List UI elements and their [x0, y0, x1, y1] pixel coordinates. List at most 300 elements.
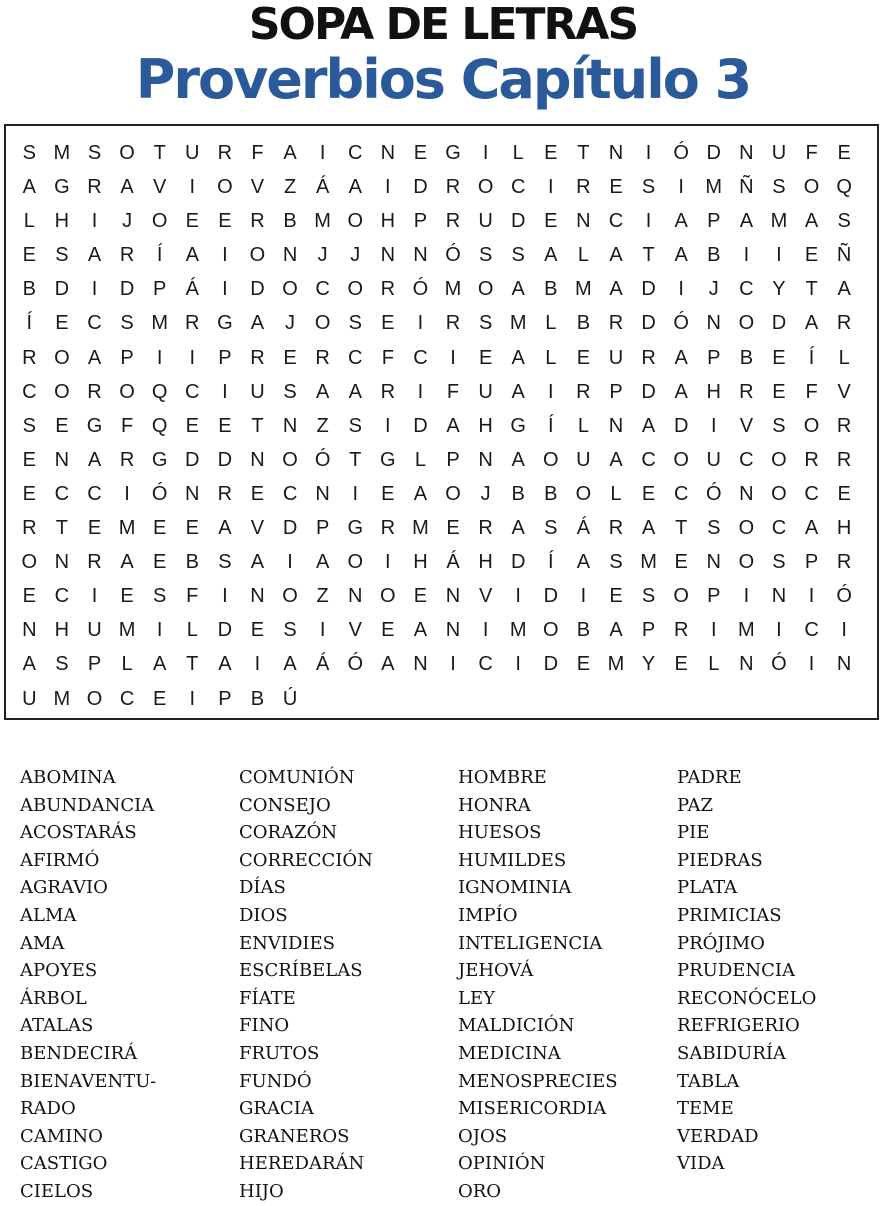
- grid-letter[interactable]: N: [282, 414, 298, 437]
- grid-letter[interactable]: V: [739, 414, 754, 437]
- grid-letter[interactable]: R: [478, 517, 493, 540]
- grid-letter[interactable]: I: [808, 585, 815, 608]
- grid-letter[interactable]: O: [86, 687, 103, 710]
- grid-letter[interactable]: I: [222, 585, 228, 608]
- grid-letter[interactable]: S: [544, 517, 558, 540]
- grid-letter[interactable]: R: [217, 142, 233, 164]
- grid-letter[interactable]: B: [250, 687, 265, 710]
- grid-letter[interactable]: I: [743, 585, 750, 608]
- grid-letter[interactable]: I: [124, 482, 130, 505]
- grid-letter[interactable]: T: [251, 414, 264, 437]
- grid-letter[interactable]: D: [185, 448, 200, 471]
- grid-letter[interactable]: T: [55, 517, 68, 540]
- grid-letter[interactable]: I: [91, 585, 98, 608]
- grid-letter[interactable]: O: [249, 244, 266, 267]
- grid-letter[interactable]: I: [710, 619, 717, 642]
- grid-letter[interactable]: Ó: [836, 585, 852, 608]
- grid-letter[interactable]: D: [413, 176, 428, 199]
- grid-letter[interactable]: R: [836, 414, 852, 437]
- grid-letter[interactable]: N: [380, 142, 396, 164]
- grid-letter[interactable]: G: [380, 448, 396, 471]
- grid-letter[interactable]: O: [738, 312, 755, 335]
- grid-letter[interactable]: L: [121, 653, 133, 676]
- grid-letter[interactable]: S: [283, 380, 297, 403]
- grid-letter[interactable]: L: [577, 414, 589, 437]
- grid-letter[interactable]: J: [285, 312, 296, 335]
- grid-letter[interactable]: D: [413, 414, 428, 437]
- grid-letter[interactable]: C: [510, 176, 526, 199]
- grid-letter[interactable]: C: [54, 585, 70, 608]
- grid-letter[interactable]: O: [477, 278, 494, 301]
- grid-letter[interactable]: P: [707, 346, 721, 369]
- grid-letter[interactable]: A: [250, 312, 265, 335]
- grid-letter[interactable]: I: [743, 244, 750, 267]
- grid-letter[interactable]: A: [315, 551, 330, 574]
- grid-letter[interactable]: O: [347, 551, 364, 574]
- grid-letter[interactable]: Q: [151, 380, 168, 403]
- grid-letter[interactable]: J: [480, 482, 491, 505]
- grid-letter[interactable]: R: [445, 176, 461, 199]
- grid-letter[interactable]: S: [772, 414, 786, 437]
- grid-letter[interactable]: H: [54, 619, 70, 642]
- grid-letter[interactable]: L: [512, 142, 524, 164]
- grid-letter[interactable]: N: [54, 448, 70, 471]
- grid-letter[interactable]: P: [120, 346, 134, 369]
- grid-letter[interactable]: A: [739, 210, 754, 233]
- grid-letter[interactable]: S: [153, 585, 167, 608]
- grid-letter[interactable]: M: [118, 619, 136, 642]
- grid-letter[interactable]: N: [608, 142, 624, 164]
- grid-letter[interactable]: I: [678, 278, 684, 301]
- grid-letter[interactable]: B: [576, 619, 591, 642]
- grid-letter[interactable]: N: [445, 585, 461, 608]
- grid-letter[interactable]: G: [347, 517, 364, 540]
- grid-letter[interactable]: Ó: [673, 142, 689, 164]
- grid-letter[interactable]: E: [609, 585, 623, 608]
- grid-letter[interactable]: O: [543, 448, 559, 471]
- grid-letter[interactable]: E: [837, 482, 851, 505]
- grid-letter[interactable]: D: [54, 278, 70, 301]
- grid-letter[interactable]: C: [87, 482, 102, 505]
- grid-letter[interactable]: A: [804, 312, 819, 335]
- grid-letter[interactable]: A: [120, 551, 134, 574]
- grid-letter[interactable]: A: [413, 619, 428, 642]
- grid-letter[interactable]: R: [804, 448, 819, 471]
- grid-letter[interactable]: H: [478, 551, 493, 574]
- grid-letter[interactable]: E: [218, 210, 232, 233]
- grid-letter[interactable]: U: [250, 380, 265, 403]
- grid-letter[interactable]: E: [22, 585, 36, 608]
- grid-letter[interactable]: U: [22, 687, 37, 710]
- grid-letter[interactable]: Y: [772, 278, 786, 301]
- grid-letter[interactable]: A: [22, 176, 36, 199]
- grid-letter[interactable]: D: [543, 653, 559, 676]
- grid-letter[interactable]: V: [250, 517, 265, 540]
- grid-letter[interactable]: A: [413, 482, 428, 505]
- grid-letter[interactable]: O: [347, 210, 364, 233]
- grid-letter[interactable]: A: [22, 653, 36, 676]
- grid-letter[interactable]: E: [674, 551, 688, 574]
- grid-letter[interactable]: A: [120, 176, 134, 199]
- grid-letter[interactable]: I: [808, 653, 815, 676]
- grid-letter[interactable]: P: [641, 619, 656, 642]
- grid-letter[interactable]: Í: [808, 346, 815, 369]
- grid-letter[interactable]: I: [222, 244, 228, 267]
- grid-letter[interactable]: E: [381, 482, 395, 505]
- grid-letter[interactable]: U: [478, 380, 493, 403]
- grid-letter[interactable]: O: [738, 551, 755, 574]
- grid-letter[interactable]: E: [837, 142, 851, 164]
- grid-letter[interactable]: R: [87, 176, 102, 199]
- grid-letter[interactable]: S: [22, 142, 36, 164]
- grid-letter[interactable]: S: [707, 517, 721, 540]
- grid-letter[interactable]: Y: [641, 653, 656, 676]
- grid-letter[interactable]: B: [22, 278, 36, 301]
- grid-letter[interactable]: N: [576, 210, 591, 233]
- grid-letter[interactable]: N: [706, 312, 721, 335]
- grid-letter[interactable]: C: [771, 517, 787, 540]
- grid-letter[interactable]: C: [348, 142, 363, 164]
- grid-letter[interactable]: E: [22, 244, 36, 267]
- grid-letter[interactable]: S: [348, 414, 362, 437]
- grid-letter[interactable]: E: [185, 517, 199, 540]
- grid-letter[interactable]: E: [185, 414, 199, 437]
- grid-letter[interactable]: C: [804, 619, 819, 642]
- grid-letter[interactable]: S: [641, 176, 656, 199]
- grid-letter[interactable]: I: [156, 346, 163, 369]
- grid-letter[interactable]: B: [707, 244, 721, 267]
- grid-letter[interactable]: V: [153, 176, 167, 199]
- grid-letter[interactable]: Ú: [282, 687, 298, 710]
- grid-letter[interactable]: E: [609, 176, 623, 199]
- grid-letter[interactable]: B: [283, 210, 297, 233]
- grid-letter[interactable]: I: [841, 619, 847, 642]
- grid-letter[interactable]: E: [153, 517, 167, 540]
- grid-letter[interactable]: A: [511, 448, 525, 471]
- grid-letter[interactable]: R: [641, 346, 656, 369]
- grid-letter[interactable]: A: [511, 380, 525, 403]
- grid-letter[interactable]: U: [87, 619, 102, 642]
- grid-letter[interactable]: I: [776, 244, 782, 267]
- grid-letter[interactable]: G: [217, 312, 233, 335]
- grid-letter[interactable]: Á: [185, 278, 199, 301]
- grid-letter[interactable]: N: [282, 244, 298, 267]
- grid-letter[interactable]: R: [380, 278, 396, 301]
- grid-letter[interactable]: O: [151, 210, 168, 233]
- grid-letter[interactable]: A: [804, 210, 819, 233]
- grid-letter[interactable]: Á: [315, 653, 330, 676]
- grid-letter[interactable]: C: [739, 278, 754, 301]
- grid-letter[interactable]: O: [543, 619, 559, 642]
- grid-letter[interactable]: H: [413, 551, 428, 574]
- grid-letter[interactable]: R: [22, 517, 37, 540]
- grid-letter[interactable]: A: [804, 517, 819, 540]
- grid-letter[interactable]: S: [837, 210, 851, 233]
- grid-letter[interactable]: U: [478, 210, 493, 233]
- grid-letter[interactable]: C: [315, 278, 330, 301]
- grid-letter[interactable]: O: [445, 482, 461, 505]
- grid-letter[interactable]: E: [544, 210, 558, 233]
- grid-letter[interactable]: J: [122, 210, 133, 233]
- grid-letter[interactable]: M: [509, 312, 527, 335]
- grid-letter[interactable]: L: [414, 448, 426, 471]
- grid-letter[interactable]: G: [510, 414, 526, 437]
- grid-letter[interactable]: E: [804, 244, 819, 267]
- grid-letter[interactable]: I: [548, 176, 554, 199]
- grid-letter[interactable]: D: [706, 142, 721, 164]
- grid-letter[interactable]: S: [87, 142, 102, 164]
- grid-letter[interactable]: S: [120, 312, 134, 335]
- grid-letter[interactable]: I: [580, 585, 587, 608]
- grid-letter[interactable]: A: [609, 619, 623, 642]
- grid-letter[interactable]: T: [186, 653, 199, 676]
- grid-letter[interactable]: T: [805, 278, 818, 301]
- grid-letter[interactable]: Ó: [347, 653, 364, 676]
- grid-letter[interactable]: I: [776, 619, 782, 642]
- grid-letter[interactable]: Ó: [314, 448, 331, 471]
- grid-letter[interactable]: E: [87, 517, 102, 540]
- grid-letter[interactable]: O: [803, 176, 820, 199]
- grid-letter[interactable]: P: [153, 278, 167, 301]
- grid-letter[interactable]: R: [119, 448, 135, 471]
- grid-letter[interactable]: F: [446, 380, 460, 403]
- grid-letter[interactable]: Z: [316, 414, 329, 437]
- grid-letter[interactable]: R: [576, 380, 591, 403]
- grid-letter[interactable]: R: [185, 312, 200, 335]
- grid-letter[interactable]: I: [189, 176, 196, 199]
- grid-letter[interactable]: N: [608, 414, 624, 437]
- grid-letter[interactable]: P: [804, 551, 819, 574]
- grid-letter[interactable]: D: [673, 414, 689, 437]
- grid-letter[interactable]: A: [87, 346, 102, 369]
- grid-letter[interactable]: I: [222, 278, 228, 301]
- grid-letter[interactable]: P: [707, 210, 721, 233]
- grid-letter[interactable]: M: [118, 517, 136, 540]
- grid-letter[interactable]: I: [156, 619, 163, 642]
- grid-letter[interactable]: I: [482, 142, 489, 164]
- grid-letter[interactable]: R: [739, 380, 754, 403]
- grid-letter[interactable]: A: [674, 244, 688, 267]
- grid-letter[interactable]: A: [87, 448, 102, 471]
- grid-letter[interactable]: A: [609, 244, 623, 267]
- grid-letter[interactable]: O: [771, 482, 787, 505]
- grid-letter[interactable]: L: [577, 244, 589, 267]
- grid-letter[interactable]: N: [836, 653, 852, 676]
- grid-letter[interactable]: S: [511, 244, 525, 267]
- grid-letter[interactable]: Í: [156, 244, 163, 267]
- grid-letter[interactable]: M: [738, 619, 755, 642]
- grid-letter[interactable]: B: [544, 278, 558, 301]
- grid-letter[interactable]: E: [22, 482, 36, 505]
- grid-letter[interactable]: Ó: [673, 312, 689, 335]
- grid-letter[interactable]: R: [836, 312, 852, 335]
- grid-letter[interactable]: J: [350, 244, 361, 267]
- grid-letter[interactable]: A: [185, 244, 199, 267]
- grid-letter[interactable]: B: [511, 482, 525, 505]
- grid-letter[interactable]: E: [772, 346, 786, 369]
- grid-letter[interactable]: S: [55, 244, 69, 267]
- grid-letter[interactable]: L: [838, 346, 850, 369]
- grid-letter[interactable]: D: [771, 312, 787, 335]
- grid-letter[interactable]: R: [608, 312, 624, 335]
- grid-letter[interactable]: O: [119, 142, 135, 164]
- grid-letter[interactable]: A: [153, 653, 167, 676]
- grid-letter[interactable]: O: [282, 585, 298, 608]
- grid-letter[interactable]: A: [511, 346, 525, 369]
- grid-letter[interactable]: G: [86, 414, 103, 437]
- grid-letter[interactable]: E: [120, 585, 134, 608]
- grid-letter[interactable]: P: [446, 448, 460, 471]
- grid-letter[interactable]: M: [53, 142, 71, 164]
- grid-letter[interactable]: R: [250, 210, 265, 233]
- grid-letter[interactable]: R: [380, 380, 396, 403]
- grid-letter[interactable]: S: [772, 551, 786, 574]
- grid-letter[interactable]: A: [641, 517, 656, 540]
- grid-letter[interactable]: S: [283, 619, 297, 642]
- grid-letter[interactable]: B: [185, 551, 199, 574]
- grid-letter[interactable]: I: [385, 414, 391, 437]
- grid-letter[interactable]: A: [609, 448, 623, 471]
- grid-letter[interactable]: M: [314, 210, 331, 233]
- grid-letter[interactable]: U: [185, 142, 200, 164]
- grid-letter[interactable]: J: [317, 244, 328, 267]
- grid-letter[interactable]: I: [352, 482, 359, 505]
- grid-letter[interactable]: U: [576, 448, 591, 471]
- grid-letter[interactable]: E: [153, 687, 167, 710]
- grid-letter[interactable]: C: [22, 380, 37, 403]
- grid-letter[interactable]: E: [641, 482, 656, 505]
- grid-letter[interactable]: O: [119, 380, 135, 403]
- grid-letter[interactable]: F: [186, 585, 199, 608]
- grid-letter[interactable]: V: [348, 619, 362, 642]
- grid-letter[interactable]: L: [708, 653, 720, 676]
- grid-letter[interactable]: S: [609, 551, 623, 574]
- grid-letter[interactable]: E: [381, 312, 395, 335]
- grid-letter[interactable]: I: [678, 176, 684, 199]
- grid-letter[interactable]: E: [674, 653, 688, 676]
- grid-letter[interactable]: A: [511, 278, 525, 301]
- grid-letter[interactable]: O: [771, 448, 787, 471]
- grid-letter[interactable]: O: [803, 414, 820, 437]
- grid-letter[interactable]: I: [515, 653, 521, 676]
- grid-letter[interactable]: I: [319, 142, 326, 164]
- grid-letter[interactable]: M: [509, 619, 527, 642]
- grid-letter[interactable]: P: [609, 380, 623, 403]
- grid-letter[interactable]: F: [805, 380, 818, 403]
- grid-letter[interactable]: H: [836, 517, 852, 540]
- grid-letter[interactable]: A: [283, 142, 297, 164]
- grid-letter[interactable]: D: [641, 278, 656, 301]
- grid-letter[interactable]: M: [444, 278, 462, 301]
- grid-letter[interactable]: M: [640, 551, 657, 574]
- grid-letter[interactable]: S: [218, 551, 232, 574]
- grid-letter[interactable]: Í: [26, 312, 33, 335]
- grid-letter[interactable]: R: [836, 448, 852, 471]
- grid-letter[interactable]: I: [645, 210, 652, 233]
- grid-letter[interactable]: H: [380, 210, 396, 233]
- grid-letter[interactable]: N: [771, 585, 787, 608]
- grid-letter[interactable]: E: [413, 142, 428, 164]
- grid-letter[interactable]: N: [478, 448, 493, 471]
- grid-letter[interactable]: I: [91, 210, 98, 233]
- grid-letter[interactable]: I: [417, 380, 424, 403]
- grid-letter[interactable]: N: [185, 482, 200, 505]
- grid-letter[interactable]: E: [250, 619, 265, 642]
- grid-letter[interactable]: A: [576, 551, 591, 574]
- grid-letter[interactable]: F: [251, 142, 264, 164]
- grid-letter[interactable]: N: [413, 244, 428, 267]
- grid-letter[interactable]: I: [450, 653, 456, 676]
- grid-letter[interactable]: C: [608, 210, 624, 233]
- grid-letter[interactable]: Ó: [412, 278, 429, 301]
- grid-letter[interactable]: I: [710, 414, 717, 437]
- grid-letter[interactable]: S: [348, 312, 362, 335]
- grid-letter[interactable]: D: [641, 380, 656, 403]
- grid-letter[interactable]: N: [348, 585, 363, 608]
- grid-letter[interactable]: E: [250, 482, 265, 505]
- grid-letter[interactable]: L: [545, 346, 557, 369]
- grid-letter[interactable]: L: [610, 482, 622, 505]
- grid-letter[interactable]: M: [412, 517, 429, 540]
- grid-letter[interactable]: A: [218, 653, 232, 676]
- grid-letter[interactable]: R: [836, 551, 852, 574]
- grid-letter[interactable]: D: [510, 210, 526, 233]
- grid-letter[interactable]: R: [608, 517, 624, 540]
- grid-letter[interactable]: I: [450, 346, 456, 369]
- grid-letter[interactable]: A: [348, 380, 362, 403]
- grid-letter[interactable]: E: [55, 312, 69, 335]
- grid-letter[interactable]: G: [54, 176, 70, 199]
- grid-letter[interactable]: L: [186, 619, 198, 642]
- grid-letter[interactable]: A: [315, 380, 330, 403]
- grid-letter[interactable]: S: [22, 414, 36, 437]
- grid-letter[interactable]: D: [543, 585, 559, 608]
- grid-letter[interactable]: E: [381, 619, 395, 642]
- grid-letter[interactable]: D: [119, 278, 135, 301]
- grid-letter[interactable]: P: [218, 346, 232, 369]
- grid-letter[interactable]: D: [217, 448, 233, 471]
- grid-letter[interactable]: O: [314, 312, 331, 335]
- grid-letter[interactable]: L: [545, 312, 557, 335]
- grid-letter[interactable]: I: [385, 176, 391, 199]
- grid-letter[interactable]: M: [770, 210, 788, 233]
- grid-letter[interactable]: S: [55, 653, 69, 676]
- grid-letter[interactable]: I: [645, 142, 652, 164]
- grid-letter[interactable]: S: [478, 244, 493, 267]
- grid-letter[interactable]: E: [218, 414, 232, 437]
- grid-letter[interactable]: O: [477, 176, 494, 199]
- grid-letter[interactable]: R: [673, 619, 689, 642]
- grid-letter[interactable]: O: [21, 551, 38, 574]
- grid-letter[interactable]: F: [805, 142, 818, 164]
- grid-letter[interactable]: N: [706, 551, 721, 574]
- grid-letter[interactable]: M: [575, 278, 592, 301]
- grid-letter[interactable]: D: [250, 278, 265, 301]
- grid-letter[interactable]: H: [706, 380, 721, 403]
- grid-letter[interactable]: A: [674, 346, 688, 369]
- grid-letter[interactable]: R: [576, 176, 591, 199]
- grid-letter[interactable]: D: [641, 312, 656, 335]
- grid-letter[interactable]: I: [91, 278, 98, 301]
- grid-letter[interactable]: N: [250, 585, 265, 608]
- grid-letter[interactable]: E: [576, 653, 591, 676]
- grid-letter[interactable]: C: [185, 380, 200, 403]
- grid-letter[interactable]: E: [478, 346, 493, 369]
- grid-letter[interactable]: S: [641, 585, 656, 608]
- grid-letter[interactable]: A: [511, 517, 525, 540]
- grid-letter[interactable]: T: [675, 517, 688, 540]
- grid-letter[interactable]: R: [217, 482, 233, 505]
